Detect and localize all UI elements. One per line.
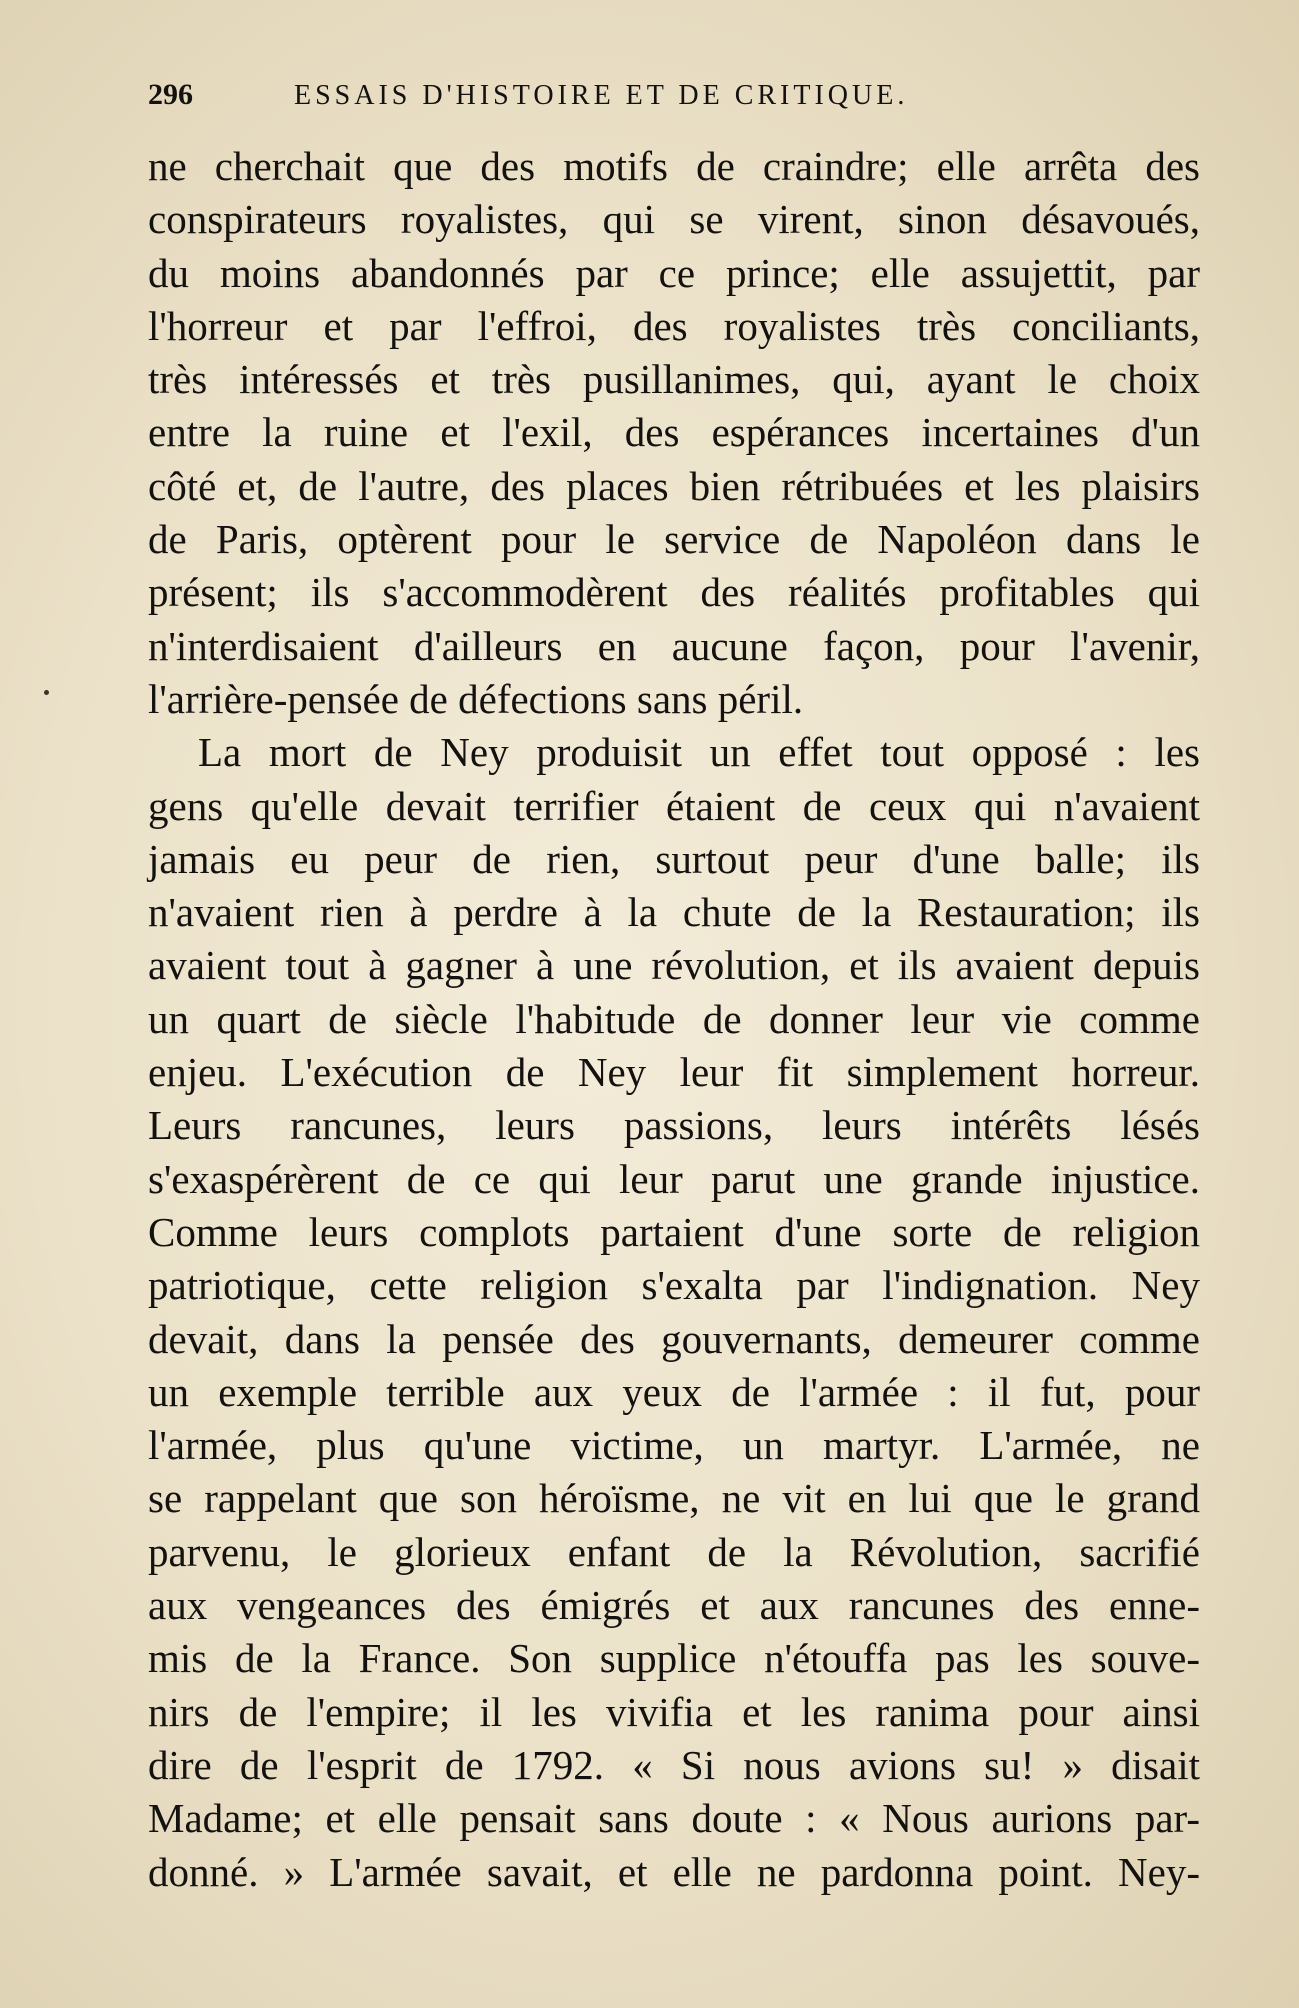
text-line: l'horreur et par l'effroi, des royalistes très conciliants,: [148, 302, 1200, 349]
text-line: de Paris, optèrent pour le service de Napoléon dans le: [148, 516, 1200, 563]
body-text: [148, 140, 1200, 1899]
ink-speck: [44, 690, 49, 695]
text-line: un exemple terrible aux yeux de l'armée : il fut, pour: [148, 1368, 1200, 1415]
text-line: ne cherchait que des motifs de craindre; elle arrêta des: [148, 143, 1200, 189]
text-line: présent; ils s'accommodèrent des réalités profitables qui: [148, 569, 1200, 616]
page-header: [148, 78, 1068, 128]
page-number: 296: [148, 78, 193, 111]
text-line: dire de l'esprit de 1792. « Si nous avions su! » disait: [148, 1741, 1200, 1788]
text-line: donné. » L'armée savait, et elle ne pardonna point. Ney-: [148, 1848, 1200, 1895]
text-line: mis de la France. Son supplice n'étouffa pas les souve-: [148, 1635, 1200, 1682]
text-line: l'armée, plus qu'une victime, un martyr. L'armée, ne: [148, 1422, 1200, 1469]
running-title: ESSAIS D'HISTOIRE ET DE CRITIQUE.: [294, 80, 909, 111]
text-line: Leurs rancunes, leurs passions, leurs intérêts lésés: [148, 1102, 1200, 1149]
text-line: n'avaient rien à perdre à la chute de la Restauration; ils: [148, 889, 1200, 936]
text-line: nirs de l'empire; il les vivifia et les ranima pour ainsi: [148, 1688, 1200, 1735]
text-line: côté et, de l'autre, des places bien rétribuées et les plaisirs: [148, 462, 1200, 509]
text-line: gens qu'elle devait terrifier étaient de ceux qui n'avaient: [148, 782, 1200, 829]
text-line: se rappelant que son héroïsme, ne vit en lui que le grand: [148, 1475, 1200, 1522]
text-line: entre la ruine et l'exil, des espérances incertaines d'un: [148, 409, 1200, 456]
text-line: du moins abandonnés par ce prince; elle assujettit, par: [148, 249, 1200, 296]
text-line: enjeu. L'exécution de Ney leur fit simplement horreur.: [148, 1049, 1200, 1096]
text-line: conspirateurs royalistes, qui se virent, sinon désavoués,: [148, 196, 1200, 243]
paragraph-start-line: La mort de Ney produisit un effet tout opposé : les: [198, 729, 1200, 776]
text-line: Comme leurs complots partaient d'une sorte de religion: [148, 1208, 1200, 1255]
text-line: avaient tout à gagner à une révolution, et ils avaient depuis: [148, 942, 1200, 989]
text-line: jamais eu peur de rien, surtout peur d'une balle; ils: [148, 835, 1200, 882]
text-line: aux vengeances des émigrés et aux rancunes des enne-: [148, 1582, 1200, 1629]
text-line: devait, dans la pensée des gouvernants, demeurer comme: [148, 1315, 1200, 1362]
text-line: s'exaspérèrent de ce qui leur parut une grande injustice.: [148, 1155, 1200, 1202]
text-line: un quart de siècle l'habitude de donner leur vie comme: [148, 995, 1200, 1042]
text-line: patriotique, cette religion s'exalta par l'indignation. Ney: [148, 1262, 1200, 1309]
text-line: parvenu, le glorieux enfant de la Révolution, sacrifié: [148, 1528, 1200, 1575]
text-line: n'interdisaient d'ailleurs en aucune façon, pour l'avenir,: [148, 622, 1200, 669]
text-line: Madame; et elle pensait sans doute : « Nous aurions par-: [148, 1795, 1200, 1842]
text-line: très intéressés et très pusillanimes, qui, ayant le choix: [148, 356, 1200, 403]
paragraph-end-line: l'arrière-pensée de défections sans péril.: [148, 675, 804, 722]
